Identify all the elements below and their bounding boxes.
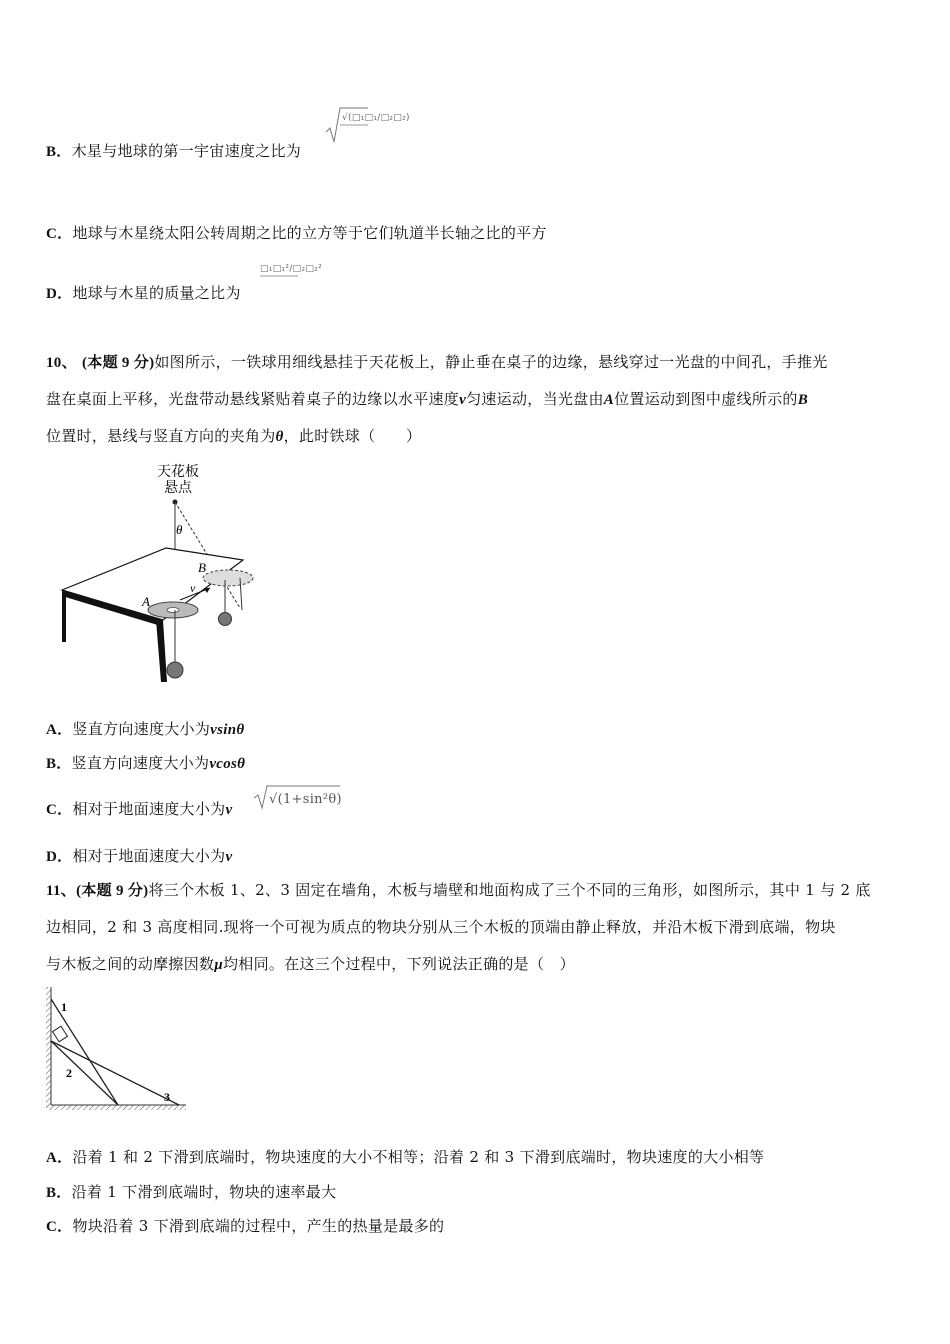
q9-optb-formula bbox=[324, 104, 410, 144]
board-2 bbox=[51, 1041, 118, 1105]
disc-b bbox=[203, 570, 253, 586]
q11-figure bbox=[44, 985, 189, 1115]
question-number: 11、 bbox=[46, 883, 77, 899]
option-expr: vcosθ bbox=[209, 756, 246, 772]
wall bbox=[46, 987, 51, 1109]
q9-optd-formula bbox=[258, 260, 322, 296]
ground bbox=[46, 1105, 186, 1110]
q10-option-a bbox=[46, 718, 244, 739]
q11-option-a bbox=[46, 1146, 764, 1167]
q10-line-2 bbox=[46, 388, 808, 409]
option-label: A． bbox=[46, 1150, 73, 1166]
q9-option-b bbox=[46, 113, 410, 161]
ceiling-label: 天花板 bbox=[157, 464, 199, 480]
table-leg-1 bbox=[62, 594, 66, 642]
option-label: D． bbox=[46, 286, 73, 302]
q9-optd-formula-text: □₁□₁²/□₂□₂² bbox=[260, 264, 322, 274]
q10-option-c bbox=[46, 792, 342, 819]
q10-line-1 bbox=[46, 351, 828, 372]
option-label: C． bbox=[46, 226, 73, 242]
q11-option-b bbox=[46, 1181, 336, 1202]
table-leg-2 bbox=[156, 620, 167, 682]
option-text: 沿着 1 和 2 下滑到底端时，物块速度的大小不相等；沿着 2 和 3 下滑到底端时，物块速度的大小相等 bbox=[72, 1148, 765, 1166]
option-label: C． bbox=[46, 1219, 73, 1235]
board-2-label: 2 bbox=[66, 1066, 72, 1080]
q10-optc-formula-text: √(1+sin²θ) bbox=[269, 792, 342, 807]
option-text: 沿着 1 下滑到底端时，物块的速率最大 bbox=[71, 1183, 337, 1201]
label-a: A bbox=[142, 594, 150, 609]
question-number: 10、 bbox=[46, 355, 77, 371]
theta-label: θ bbox=[176, 522, 183, 537]
question-text: ，此时铁球（ ） bbox=[283, 427, 422, 445]
option-expr: v bbox=[225, 849, 233, 865]
option-label: B． bbox=[46, 144, 72, 160]
option-label: B． bbox=[46, 756, 72, 772]
option-expr: vsinθ bbox=[210, 722, 245, 738]
question-points: (本题 9 分) bbox=[76, 883, 149, 899]
q10-option-b bbox=[46, 752, 245, 773]
option-text: 地球与木星的质量之比为 bbox=[72, 284, 241, 302]
question-text: 将三个木板 1、2、3 固定在墙角，木板与墙壁和地面构成了三个不同的三角形，如图所示，其中 1 与 2 底 bbox=[148, 881, 871, 899]
q11-line-3 bbox=[46, 953, 575, 974]
option-label: B． bbox=[46, 1185, 72, 1201]
q11-option-c bbox=[46, 1215, 444, 1236]
q10-line-3 bbox=[46, 425, 421, 446]
option-text: 相对于地面速度大小为 bbox=[72, 800, 226, 818]
question-points: (本题 9 分) bbox=[81, 355, 155, 371]
q10-figure bbox=[50, 460, 265, 690]
option-text: 竖直方向速度大小为 bbox=[71, 754, 210, 772]
option-text: 木星与地球的第一宇宙速度之比为 bbox=[71, 142, 302, 160]
option-label: D． bbox=[46, 849, 73, 865]
label-b: B bbox=[198, 560, 206, 575]
option-label: A． bbox=[46, 722, 73, 738]
question-text: 位置运动到图中虚线所示的 bbox=[614, 390, 798, 408]
option-text: 地球与木星绕太阳公转周期之比的立方等于它们轨道半长轴之比的平方 bbox=[72, 224, 547, 242]
q11-line-2 bbox=[46, 916, 836, 937]
hang-point-label: 悬点 bbox=[164, 480, 192, 496]
question-text: 位置时，悬线与竖直方向的夹角为 bbox=[46, 427, 276, 445]
q9-option-d bbox=[46, 264, 322, 303]
ball-b bbox=[219, 613, 232, 626]
option-text: 竖直方向速度大小为 bbox=[72, 720, 211, 738]
var-b: B bbox=[797, 392, 809, 408]
q10-option-d bbox=[46, 845, 232, 866]
var-mu: μ bbox=[214, 957, 223, 973]
question-text: 匀速运动，当光盘由 bbox=[466, 390, 604, 408]
option-text: 相对于地面速度大小为 bbox=[72, 847, 226, 865]
question-text: 与木板之间的动摩擦因数 bbox=[46, 955, 215, 973]
var-v: v bbox=[459, 392, 467, 408]
question-text: 如图所示，一铁球用细线悬挂于天花板上，静止垂在桌子的边缘，悬线穿过一光盘的中间孔，手推光 bbox=[154, 353, 828, 371]
board-1 bbox=[51, 999, 118, 1105]
board-1-label: 1 bbox=[61, 1000, 67, 1014]
label-v: v bbox=[190, 581, 196, 595]
question-text: 边相同，2 和 3 高度相同.现将一个可视为质点的物块分别从三个木板的顶端由静止释放，并沿木板下滑到底端，物块 bbox=[46, 918, 836, 936]
var-v: v bbox=[225, 802, 233, 818]
q9-optb-formula-text: √(□₁□₁/□₂□₂) bbox=[342, 113, 410, 123]
block bbox=[53, 1026, 68, 1042]
option-label: C． bbox=[46, 802, 73, 818]
q9-option-c bbox=[46, 222, 547, 243]
q10-optc-formula bbox=[252, 784, 344, 812]
var-theta: θ bbox=[275, 429, 284, 445]
board-3-label: 3 bbox=[164, 1090, 170, 1104]
question-text: 盘在桌面上平移，光盘带动悬线紧贴着桌子的边缘以水平速度 bbox=[46, 390, 460, 408]
q11-line-1 bbox=[46, 879, 871, 900]
option-text: 物块沿着 3 下滑到底端的过程中，产生的热量是最多的 bbox=[72, 1217, 445, 1235]
var-a: A bbox=[603, 392, 615, 408]
question-text: 均相同。在这三个过程中，下列说法正确的是（ ） bbox=[222, 955, 575, 973]
ball-a bbox=[167, 662, 183, 678]
